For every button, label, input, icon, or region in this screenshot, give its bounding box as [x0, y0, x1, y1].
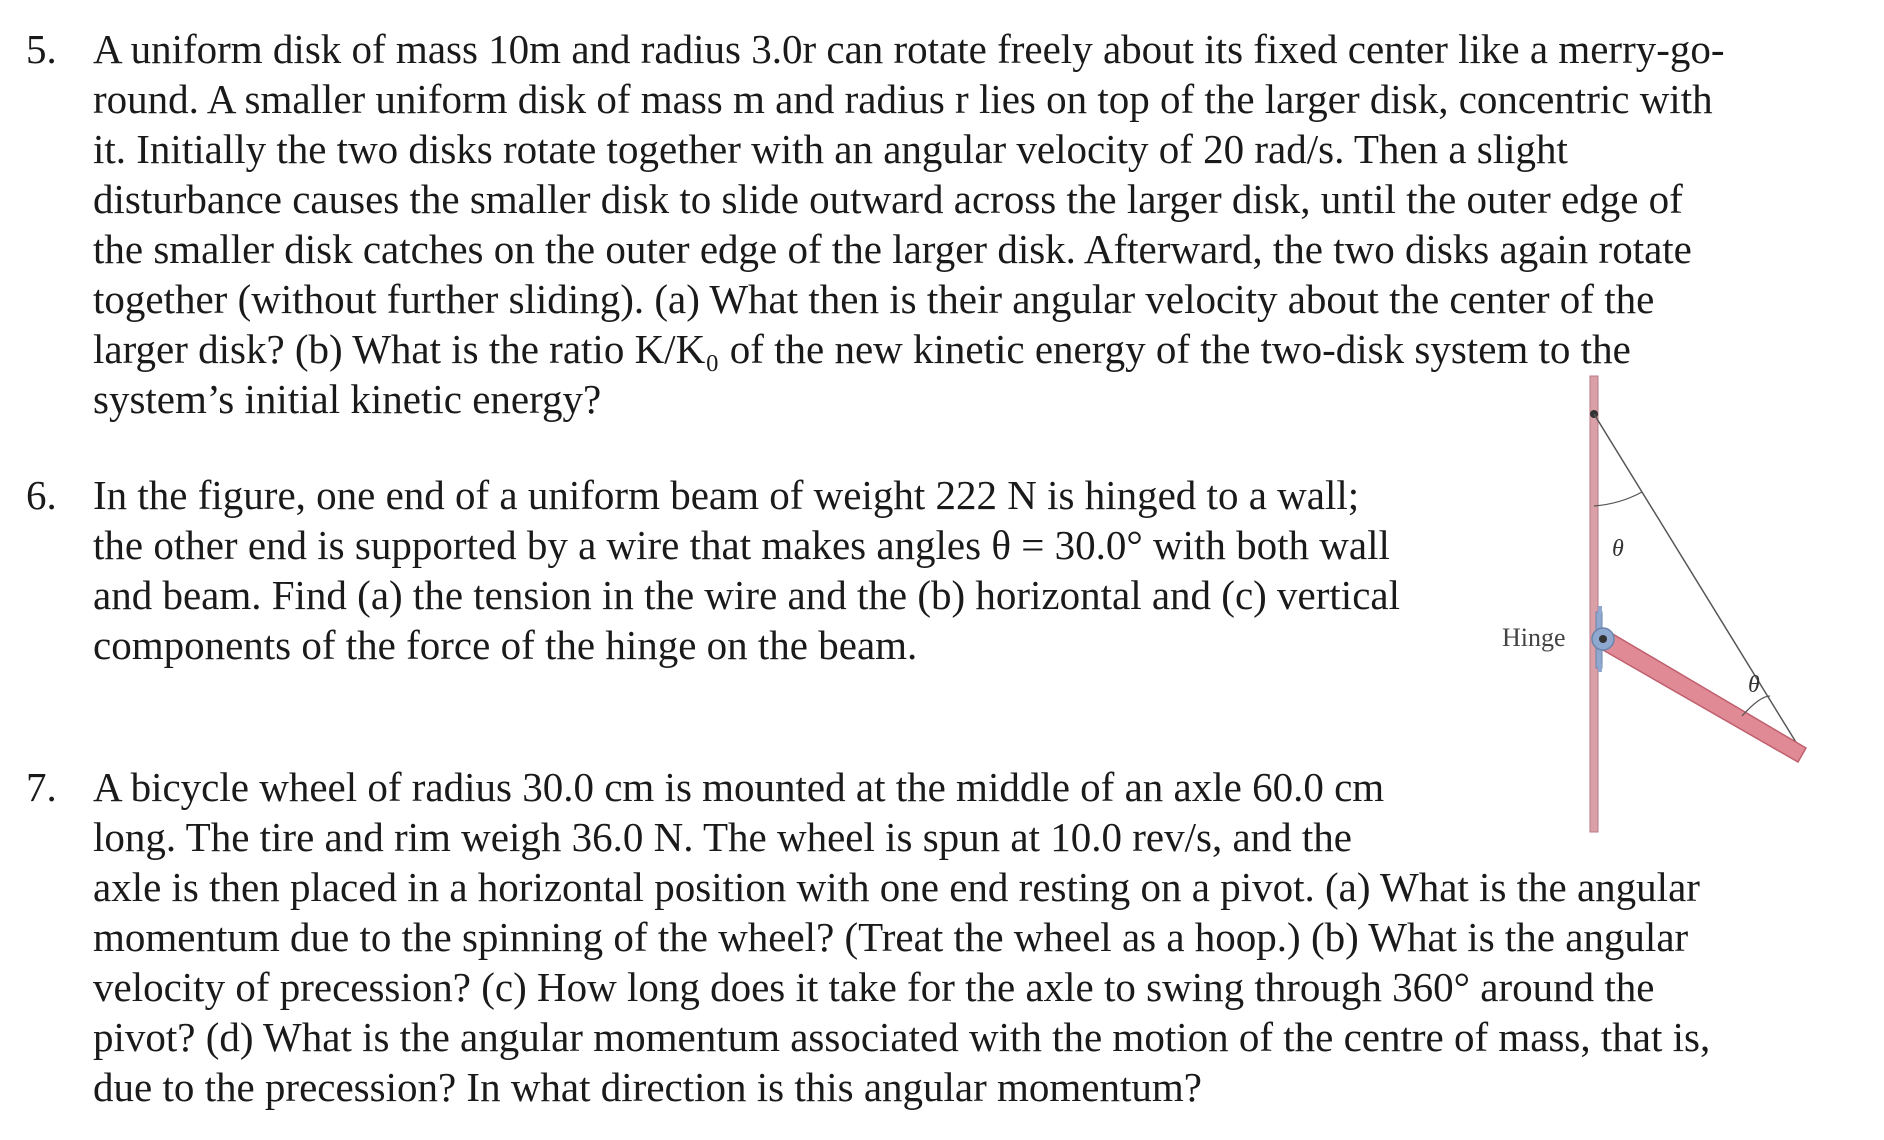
problem-number: 5. [26, 26, 57, 72]
problem-text-line: system’s initial kinetic energy? [93, 376, 602, 422]
problem-text-line: together (without further sliding). (a) What then is their angular velocity about the center of the [93, 276, 1655, 322]
problem-7 [26, 762, 1710, 1112]
problem-text-line: larger disk? (b) What is the ratio K/K₀ of the new kinetic energy of the two-disk system to the [93, 326, 1631, 372]
hinge-label: Hinge [1502, 623, 1566, 652]
problem-5 [26, 24, 1725, 424]
problem-number: 7. [26, 764, 57, 810]
hinge-tab-bottom [1598, 664, 1602, 672]
wall [1590, 376, 1598, 832]
beam-wall-figure [1490, 374, 1820, 834]
problem-text-line: In the figure, one end of a uniform beam of weight 222 N is hinged to a wall; [93, 472, 1360, 518]
problem-number: 6. [26, 472, 57, 518]
problem-text-line: axle is then placed in a horizontal position with one end resting on a pivot. (a) What is the angular [93, 864, 1700, 910]
problem-text-line: due to the precession? In what direction is this angular momentum? [93, 1064, 1202, 1110]
problem-text-line: A uniform disk of mass 10m and radius 3.0r can rotate freely about its fixed center like a merry-go- [93, 26, 1725, 72]
angle-arc-top [1594, 492, 1642, 506]
problem-text-line: and beam. Find (a) the tension in the wire and the (b) horizontal and (c) vertical [93, 572, 1400, 618]
beam [1596, 630, 1806, 762]
hinge-center [1599, 635, 1607, 643]
beam-diagram [1490, 374, 1820, 834]
problem-text-line: the other end is supported by a wire that makes angles θ = 30.0° with both wall [93, 522, 1390, 568]
problem-6 [26, 470, 1400, 670]
problem-text-line: momentum due to the spinning of the wheel? (Treat the wheel as a hoop.) (b) What is the angular [93, 914, 1689, 960]
problem-text-line: disturbance causes the smaller disk to slide outward across the larger disk, until the outer edge of [93, 176, 1683, 222]
problem-text-line: pivot? (d) What is the angular momentum associated with the motion of the centre of mass, that is, [93, 1014, 1711, 1060]
problem-text-line: it. Initially the two disks rotate together with an angular velocity of 20 rad/s. Then a slight [93, 126, 1568, 172]
problem-text-line: velocity of precession? (c) How long does it take for the axle to swing through 360° around the [93, 964, 1655, 1010]
problem-text-line: long. The tire and rim weigh 36.0 N. The wheel is spun at 10.0 rev/s, and the [93, 814, 1352, 860]
problem-text-line: A bicycle wheel of radius 30.0 cm is mounted at the middle of an axle 60.0 cm [93, 764, 1385, 810]
problem-text-line: components of the force of the hinge on the beam. [93, 622, 918, 668]
hinge-tab-top [1598, 606, 1602, 614]
problem-text-line: round. A smaller uniform disk of mass m and radius r lies on top of the larger disk, concentric with [93, 76, 1713, 122]
theta-label-bottom: θ [1748, 672, 1760, 698]
problem-text-line: the smaller disk catches on the outer edge of the larger disk. Afterward, the two disks again rotate [93, 226, 1692, 272]
theta-label-top: θ [1612, 536, 1624, 562]
